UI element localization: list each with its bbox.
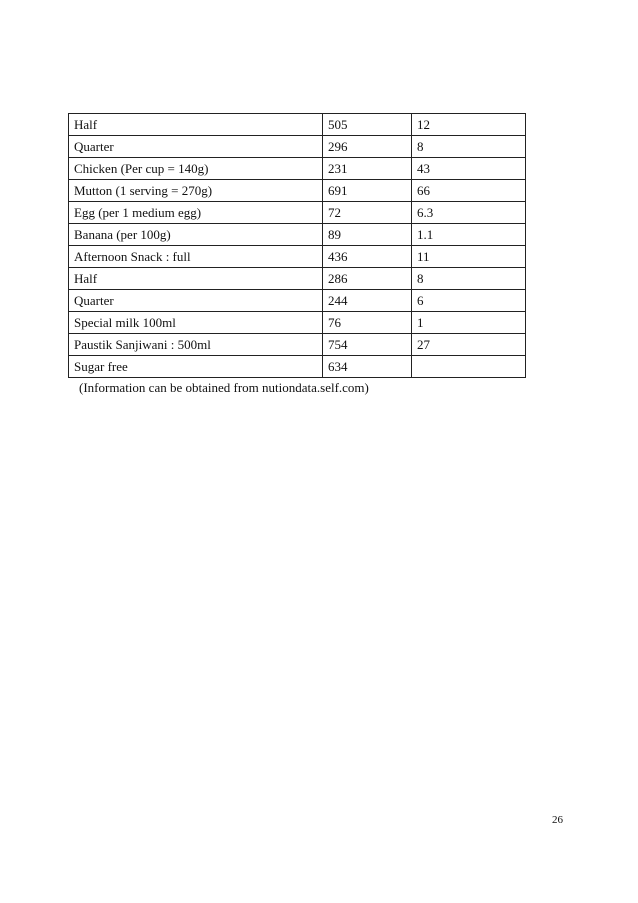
food-item-cell: Special milk 100ml [69, 312, 323, 334]
table-row [69, 356, 526, 378]
protein-cell: 8 [412, 268, 526, 290]
food-item-cell: Half [69, 114, 323, 136]
table-row [69, 334, 526, 356]
calories-cell: 89 [323, 224, 412, 246]
nutrition-table [68, 113, 526, 378]
protein-cell: 1 [412, 312, 526, 334]
table-row [69, 312, 526, 334]
table-row [69, 202, 526, 224]
protein-cell: 12 [412, 114, 526, 136]
protein-cell: 6.3 [412, 202, 526, 224]
food-item-cell: Quarter [69, 136, 323, 158]
calories-cell: 244 [323, 290, 412, 312]
table-row [69, 136, 526, 158]
calories-cell: 231 [323, 158, 412, 180]
page-number: 26 [552, 814, 563, 826]
food-item-cell: Mutton (1 serving = 270g) [69, 180, 323, 202]
calories-cell: 634 [323, 356, 412, 378]
food-item-cell: Half [69, 268, 323, 290]
calories-cell: 754 [323, 334, 412, 356]
protein-cell: 66 [412, 180, 526, 202]
protein-cell: 6 [412, 290, 526, 312]
table-row [69, 114, 526, 136]
calories-cell: 296 [323, 136, 412, 158]
food-item-cell: Paustik Sanjiwani : 500ml [69, 334, 323, 356]
table-row [69, 246, 526, 268]
food-item-cell: Chicken (Per cup = 140g) [69, 158, 323, 180]
food-item-cell: Banana (per 100g) [69, 224, 323, 246]
protein-cell [412, 356, 526, 378]
protein-cell: 8 [412, 136, 526, 158]
table-row [69, 290, 526, 312]
calories-cell: 76 [323, 312, 412, 334]
food-item-cell: Quarter [69, 290, 323, 312]
calories-cell: 505 [323, 114, 412, 136]
food-item-cell: Egg (per 1 medium egg) [69, 202, 323, 224]
calories-cell: 691 [323, 180, 412, 202]
protein-cell: 11 [412, 246, 526, 268]
table-row [69, 158, 526, 180]
table-row [69, 180, 526, 202]
calories-cell: 286 [323, 268, 412, 290]
food-item-cell: Sugar free [69, 356, 323, 378]
protein-cell: 27 [412, 334, 526, 356]
protein-cell: 1.1 [412, 224, 526, 246]
source-note: (Information can be obtained from nutiondata.self.com) [79, 380, 369, 395]
table-row [69, 224, 526, 246]
table-row [69, 268, 526, 290]
calories-cell: 436 [323, 246, 412, 268]
food-item-cell: Afternoon Snack : full [69, 246, 323, 268]
protein-cell: 43 [412, 158, 526, 180]
calories-cell: 72 [323, 202, 412, 224]
